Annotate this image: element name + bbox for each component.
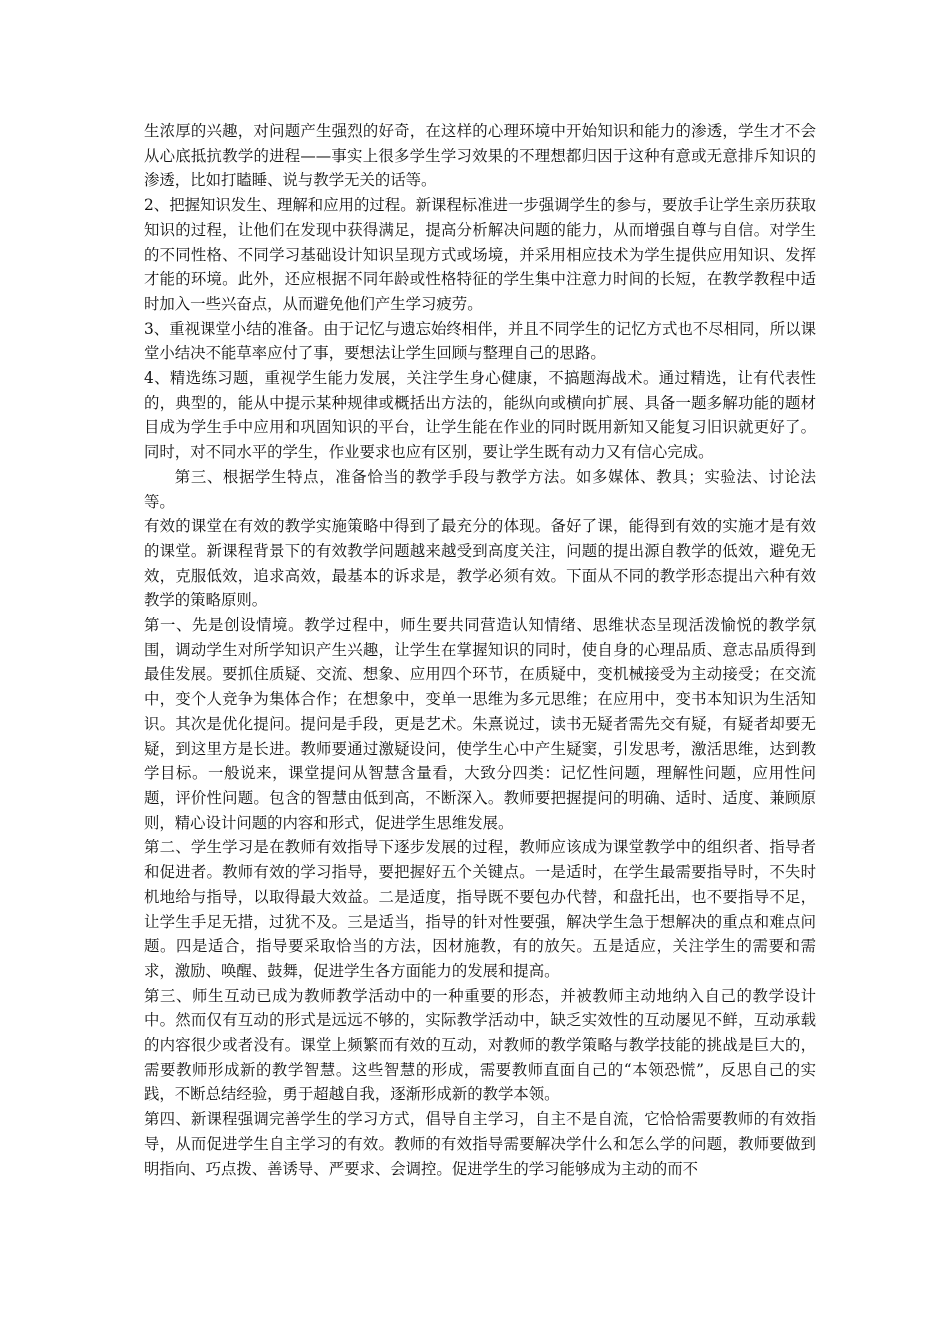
paragraph-strategy-fourth: 第四、新课程强调完善学生的学习方式，倡导自主学习，自主不是自流，它恰恰需要教师的有效指导，从而促进学生自主学习的有效。教师的有效指导需要解决学什么和怎么学的问题，教师要做到明指向、巧点拨、善诱导、严要求、会调控。促进学生的学习能够成为主动的而不	[144, 1110, 816, 1178]
paragraph-strategy-third: 第三、师生互动已成为教师教学活动中的一种重要的形态，并被教师主动地纳入自己的教学设计中。然而仅有互动的形式是远远不够的，实际教学活动中，缺乏实效性的互动屡见不鲜，互动承载的内容很少或者没有。课堂上频繁而有效的互动，对教师的教学策略与教学技能的挑战是巨大的，需要教师形成新的教学智慧。这些智慧的形成，需要教师直面自己的“本领恐慌”，反思自己的实践，不断总结经验，勇于超越自我，逐渐形成新的教学本领。	[144, 986, 816, 1104]
paragraph-point-2: 2、把握知识发生、理解和应用的过程。新课程标准进一步强调学生的参与，要放手让学生亲历获取知识的过程，让他们在发现中获得满足，提高分析解决问题的能力，从而增强自尊与自信。对学生的不同性格、不同学习基础设计知识呈现方式或场境，并采用相应技术为学生提供应用知识、发挥才能的环境。此外，还应根据不同年龄或性格特征的学生集中注意力时间的长短，在教学教程中适时加入一些兴奋点，从而避免他们产生学习疲劳。	[144, 196, 816, 313]
paragraph-point-3: 3、重视课堂小结的准备。由于记忆与遗忘始终相伴，并且不同学生的记忆方式也不尽相同，所以课堂小结决不能草率应付了事，要想法让学生回顾与整理自己的思路。	[144, 319, 816, 363]
paragraph-point-4: 4、精选练习题，重视学生能力发展，关注学生身心健康，不搞题海战术。通过精选，让有代表性的，典型的，能从中提示某种规律或概括出方法的，能纵向或横向扩展、具备一题多解功能的题材目成为学生手中应用和巩固知识的平台，让学生能在作业的同时既用新知又能复习旧识就更好了。同时，对不同水平的学生，作业要求也应有区别，要让学生既有动力又有信心完成。	[144, 369, 816, 462]
paragraph-strategy-second: 第二、学生学习是在教师有效指导下逐步发展的过程，教师应该成为课堂教学中的组织者、指导者和促进者。教师有效的学习指导，要把握好五个关键点。一是适时，在学生最需要指导时，不失时机地给与指导，以取得最大效益。二是适度，指导既不要包办代替，和盘托出，也不要指导不足，让学生手足无措，过犹不及。三是适当，指导的针对性要强，解决学生急于想解决的重点和难点问题。四是适合，指导要采取恰当的方法，因材施教，有的放矢。五是适应，关注学生的需要和需求，激励、唤醒、鼓舞，促进学生各方面能力的发展和提高。	[144, 838, 816, 980]
paragraph-third-methods: 第三、根据学生特点，准备恰当的教学手段与教学方法。如多媒体、教具；实验法、讨论法等。	[144, 467, 816, 511]
paragraph-effective-classroom: 有效的课堂在有效的教学实施策略中得到了最充分的体现。备好了课，能得到有效的实施才是有效的课堂。新课程背景下的有效教学问题越来越受到高度关注，问题的提出源自教学的低效，避免无效，克服低效，追求高效，最基本的诉求是，教学必须有效。下面从不同的教学形态提出六种有效教学的策略原则。	[144, 517, 816, 610]
document-body	[144, 119, 816, 1181]
paragraph-interest-continuation: 生浓厚的兴趣，对问题产生强烈的好奇，在这样的心理环境中开始知识和能力的渗透，学生才不会从心底抵抗教学的进程——事实上很多学生学习效果的不理想都归因于这种有意或无意排斥知识的渗透，比如打瞌睡、说与教学无关的话等。	[144, 122, 816, 190]
paragraph-strategy-first: 第一、先是创设情境。教学过程中，师生要共同营造认知情绪、思维状态呈现活泼愉悦的教学氛围，调动学生对所学知识产生兴趣，让学生在掌握知识的同时，使自身的心理品质、意志品质得到最佳发展。要抓住质疑、交流、想象、应用四个环节，在质疑中，变机械接受为主动接受；在交流中，变个人竞争为集体合作；在想象中，变单一思维为多元思维；在应用中，变书本知识为生活知识。其次是优化提问。提问是手段，更是艺术。朱熹说过，读书无疑者需先交有疑，有疑者却要无疑，到这里方是长进。教师要通过激疑设问，使学生心中产生疑窦，引发思考，激活思维，达到教学目标。一般说来，课堂提问从智慧含量看，大致分四类：记忆性问题，理解性问题，应用性问题，评价性问题。包含的智慧由低到高，不断深入。教师要把握提问的明确、适时、适度、兼顾原则，精心设计问题的内容和形式，促进学生思维发展。	[144, 616, 816, 832]
